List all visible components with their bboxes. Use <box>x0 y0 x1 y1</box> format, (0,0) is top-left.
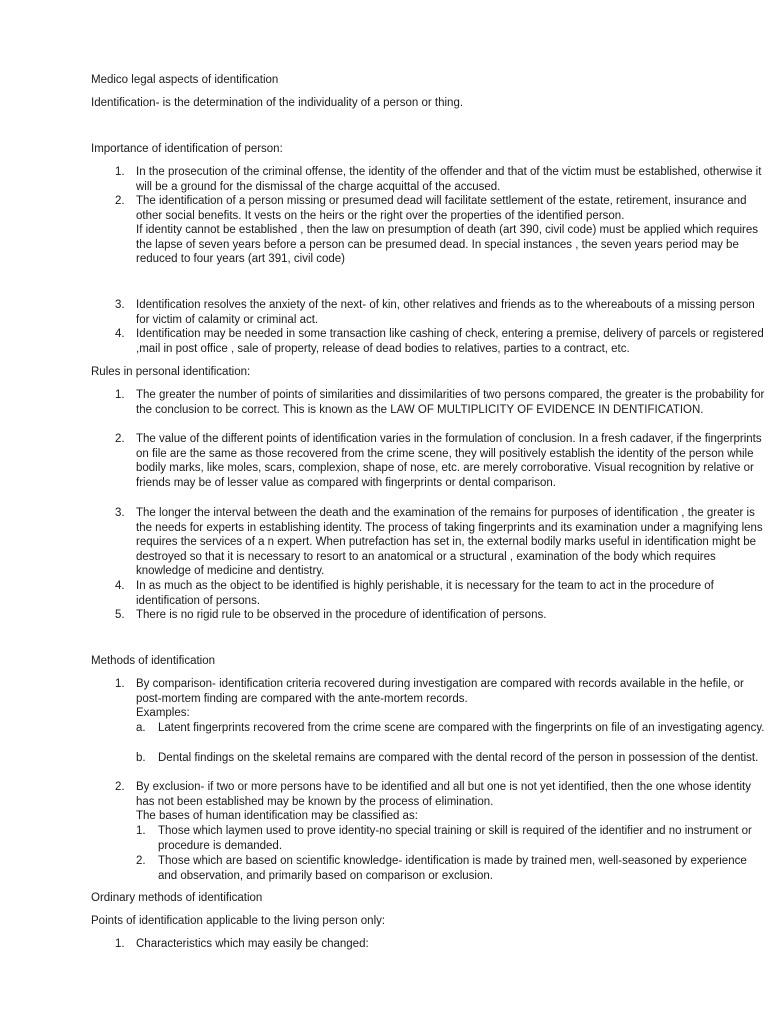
document-title: Medico legal aspects of identification <box>91 74 279 86</box>
list-item-text: The identification of a person missing or presumed dead will facilitate settlement of the estate, retirement, insurance and other social benefits. It vests on the heirs or the right over the properties of the identified person. <box>136 195 747 222</box>
importance-item-2 <box>115 194 768 267</box>
living-item-1 <box>115 937 768 952</box>
list-item-text: Latent fingerprints recovered from the crime scene are compared with the fingerprints on file of an investigating agency. <box>158 722 765 734</box>
rules-item-5 <box>115 608 768 623</box>
rules-heading: Rules in personal identification: <box>91 366 251 378</box>
bases-label: The bases of human identification may be classified as: <box>136 810 418 823</box>
example-b <box>136 751 768 766</box>
list-item-text: By comparison- identification criteria recovered during investigation are compared with records available in the hefile, or post-mortem finding are compared with the ante-mortem records. <box>136 678 744 705</box>
list-item-text: The greater the number of points of similarities and dissimilarities of two persons compared, the greater is the probability for the conclusion to be correct. This is known as the LAW OF MULTIPLICITY OF EVIDENCE IN DENTIFICATION. <box>136 389 765 416</box>
examples-label: Examples: <box>136 707 190 720</box>
rules-item-1 <box>115 388 768 417</box>
importance-item-3 <box>115 298 768 327</box>
list-letter: a. <box>136 722 146 734</box>
importance-item-4 <box>115 327 768 356</box>
methods-item-1 <box>115 677 768 721</box>
list-number: 2. <box>115 195 125 207</box>
rules-item-3 <box>115 506 768 579</box>
list-number: 1. <box>115 938 125 950</box>
rules-item-4 <box>115 579 768 608</box>
list-item-text: Those which are based on scientific knowledge- identification is made by trained men, well-seasoned by experience and observation, and primarily based on comparison or exclusion. <box>158 855 747 882</box>
list-item-text: Dental findings on the skeletal remains are compared with the dental record of the person in possession of the dentist. <box>158 752 759 764</box>
rules-item-2 <box>115 432 768 490</box>
list-number: 2. <box>136 855 146 867</box>
list-number: 3. <box>115 299 125 311</box>
list-number: 4. <box>115 580 125 592</box>
list-item-text: The value of the different points of identification varies in the formulation of conclusion. In a fresh cadaver, if the fingerprints on file are the same as those recovered from the crime scene, they will positively establish the identity of the person while bodily marks, like moles, scars, complexion, shape of nose, etc. are merely corroborative. Visual recognition by relative or friends may be of lesser value as compared with fingerprints or dental comparison. <box>136 433 762 489</box>
list-number: 1. <box>115 389 125 401</box>
list-item-text: The longer the interval between the death and the examination of the remains for purposes of identification , the greater is the needs for experts in establishing identity. The process of taking fingerprints and its examination under a magnifying lens requires the services of a n expert. When putrefaction has set in, the external bodily marks useful in identification might be destroyed so that it is necessary to resort to an anatomical or a structural , examination of the body which requires knowledge of medicine and dentistry. <box>136 507 763 578</box>
bases-item-1 <box>136 824 768 853</box>
list-item-text: There is no rigid rule to be observed in the procedure of identification of persons. <box>136 609 547 621</box>
list-item-text: By exclusion- if two or more persons have to be identified and all but one is not yet identified, then the one whose identity has not been established may be known by the process of elimination. <box>136 781 751 808</box>
list-number: 4. <box>115 328 125 340</box>
living-person-heading: Points of identification applicable to the living person only: <box>91 915 386 927</box>
list-number: 3. <box>115 507 125 519</box>
methods-item-2 <box>115 780 768 824</box>
list-number: 2. <box>115 433 125 445</box>
list-number: 2. <box>115 781 125 793</box>
list-letter: b. <box>136 752 146 764</box>
list-number: 1. <box>115 166 125 178</box>
ordinary-methods-heading: Ordinary methods of identification <box>91 892 263 904</box>
list-item-text: Characteristics which may easily be changed: <box>136 938 369 950</box>
list-number: 5. <box>115 609 125 621</box>
list-number: 1. <box>115 678 125 690</box>
bases-item-2 <box>136 854 768 883</box>
importance-item-1 <box>115 165 768 194</box>
list-item-text: In the prosecution of the criminal offense, the identity of the offender and that of the victim must be established, otherwise it will be a ground for the dismissal of the charge acquittal of the accused. <box>136 166 762 193</box>
list-item-text: Identification resolves the anxiety of the next- of kin, other relatives and friends as to the whereabouts of a missing person for victim of calamity or criminal act. <box>136 299 755 326</box>
list-item-text: In as much as the object to be identified is highly perishable, it is necessary for the team to act in the procedure of identification of persons. <box>136 580 714 607</box>
importance-heading: Importance of identification of person: <box>91 143 283 155</box>
identification-definition: Identification- is the determination of the individuality of a person or thing. <box>91 97 464 109</box>
example-a <box>136 721 768 736</box>
methods-heading: Methods of identification <box>91 655 216 667</box>
list-item-text: Identification may be needed in some transaction like cashing of check, entering a premise, delivery of parcels or registered ,mail in post office , sale of property, release of dead bodies to relatives, parties to a contract, etc. <box>136 328 764 355</box>
list-item-continuation: If identity cannot be established , then the law on presumption of death (art 390, civil code) must be applied which requires the lapse of seven years before a person can be presumed dead. In special instances , the seven years period may be reduced to four years (art 391, civil code) <box>136 224 758 266</box>
list-item-text: Those which laymen used to prove identity-no special training or skill is required of the identifier and no instrument or procedure is demanded. <box>158 825 752 852</box>
list-number: 1. <box>136 825 146 837</box>
